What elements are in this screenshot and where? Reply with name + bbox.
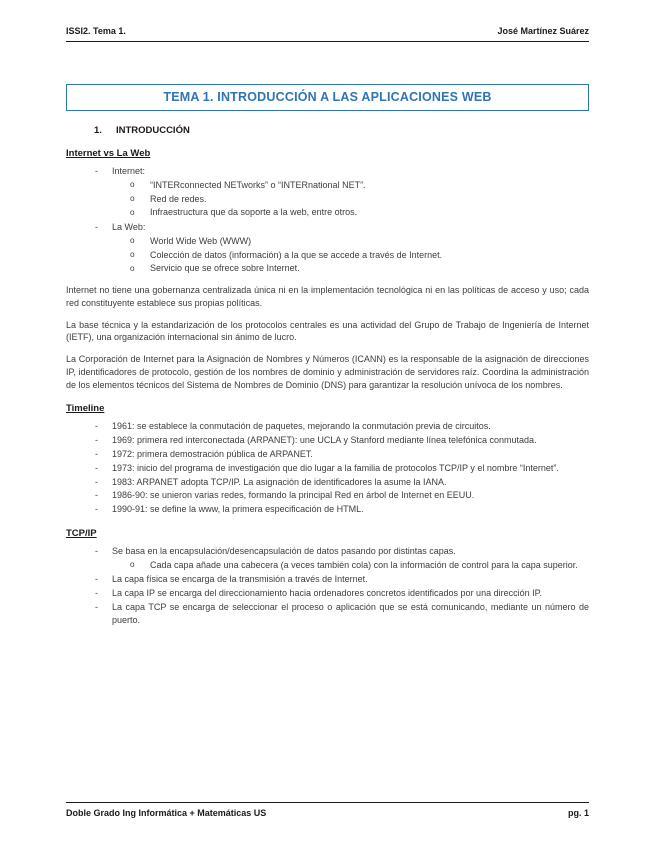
subsection-heading-tcpip: TCP/IP <box>66 527 97 539</box>
list-item: - La capa IP se encarga del direccionamiento hacia ordenadores concretos identificados por una dirección IP. <box>112 587 589 600</box>
paragraph-icann: La Corporación de Internet para la Asignación de Nombres y Números (ICANN) es la responsable de la asignación de direcciones IP, identificadores de protocolo, gestión de los nombres de dominio y administración de servidores raíz. Coordina la administración de los elementos técnicos del Sistema de Nombres de Dominio (DNS) para garantizar la resolución unívoca de los nombres. <box>66 354 589 390</box>
list-item: - 1983: ARPANET adopta TCP/IP. La asignación de identificadores la asume la IANA. <box>112 476 589 489</box>
list-item: o World Wide Web (WWW) <box>150 235 589 248</box>
list-item: - 1961: se establece la conmutación de paquetes, mejorando la conmutación previa de circuitos. <box>112 420 589 433</box>
list-item: o Colección de datos (información) a la que se accede a través de Internet. <box>150 249 589 262</box>
web-sublist <box>112 235 589 275</box>
section-label: INTRODUCCIÓN <box>115 125 190 136</box>
list-item: o Servicio que se ofrece sobre Internet. <box>150 262 589 275</box>
section-heading-introduccion <box>94 125 589 136</box>
document-footer <box>66 802 589 818</box>
list-item: - 1986-90: se unieron varias redes, formando la principal Red en árbol de Internet en EEUU. <box>112 489 589 502</box>
internet-web-list <box>66 165 589 275</box>
header-course: ISSI2. Tema 1. <box>66 26 126 36</box>
list-item: - La capa TCP se encarga de seleccionar el proceso o aplicación que se está comunicando, mediante un número de puerto. <box>112 601 589 627</box>
section-number: 1. <box>94 125 102 136</box>
list-item: - 1973: inicio del programa de investigación que dio lugar a la familia de protocolos TCP/IP y el nombre “Internet”. <box>112 462 589 475</box>
tcpip-sublist <box>112 559 589 572</box>
list-item: o Cada capa añade una cabecera (a veces también cola) con la información de control para la capa superior. <box>150 559 589 572</box>
list-item-text: Internet: <box>112 166 146 176</box>
footer-page-number: pg. 1 <box>567 808 589 818</box>
list-item <box>112 221 589 275</box>
list-item <box>112 165 589 219</box>
paragraph-governance: Internet no tiene una gobernanza centralizada única ni en la implementación tecnológica ni en las políticas de acceso y uso; cada red constituyente establece sus propias políticas. <box>66 285 589 308</box>
list-item-text: Se basa en la encapsulación/desencapsulación de datos pasando por distintas capas. <box>112 545 456 556</box>
list-item: o Infraestructura que da soporte a la web, entre otros. <box>150 206 589 219</box>
document-header <box>66 26 589 42</box>
tcpip-list <box>66 545 589 627</box>
subsection-heading-timeline: Timeline <box>66 403 105 415</box>
list-item: o “INTERconnected NETworks” o “INTERnational NET”. <box>150 179 589 192</box>
paragraph-ietf: La base técnica y la estandarización de los protocolos centrales es una actividad del Grupo de Trabajo de Ingeniería de Internet (IETF), una organización internacional sin ánimo de lucro. <box>66 319 589 343</box>
footer-degree: Doble Grado Ing Informática + Matemáticas US <box>66 808 267 818</box>
title-box <box>66 84 589 111</box>
list-item: - 1990-91: se define la www, la primera especificación de HTML. <box>112 503 589 516</box>
list-item: - 1969: primera red interconectada (ARPANET): une UCLA y Stanford mediante línea telefónica conmutada. <box>112 434 589 447</box>
timeline-list <box>66 420 589 515</box>
page-title: TEMA 1. INTRODUCCIÓN A LAS APLICACIONES WEB <box>163 90 492 104</box>
list-item: o Red de redes. <box>150 193 589 206</box>
list-item <box>112 545 589 572</box>
list-item-text: La Web: <box>112 222 146 233</box>
list-item: - La capa física se encarga de la transmisión a través de Internet. <box>112 573 589 586</box>
internet-sublist <box>112 179 589 219</box>
list-item: - 1972: primera demostración pública de ARPANET. <box>112 448 589 461</box>
subsection-heading-internet-vs-web: Internet vs La Web <box>66 148 151 159</box>
header-author: José Martínez Suárez <box>497 26 589 36</box>
